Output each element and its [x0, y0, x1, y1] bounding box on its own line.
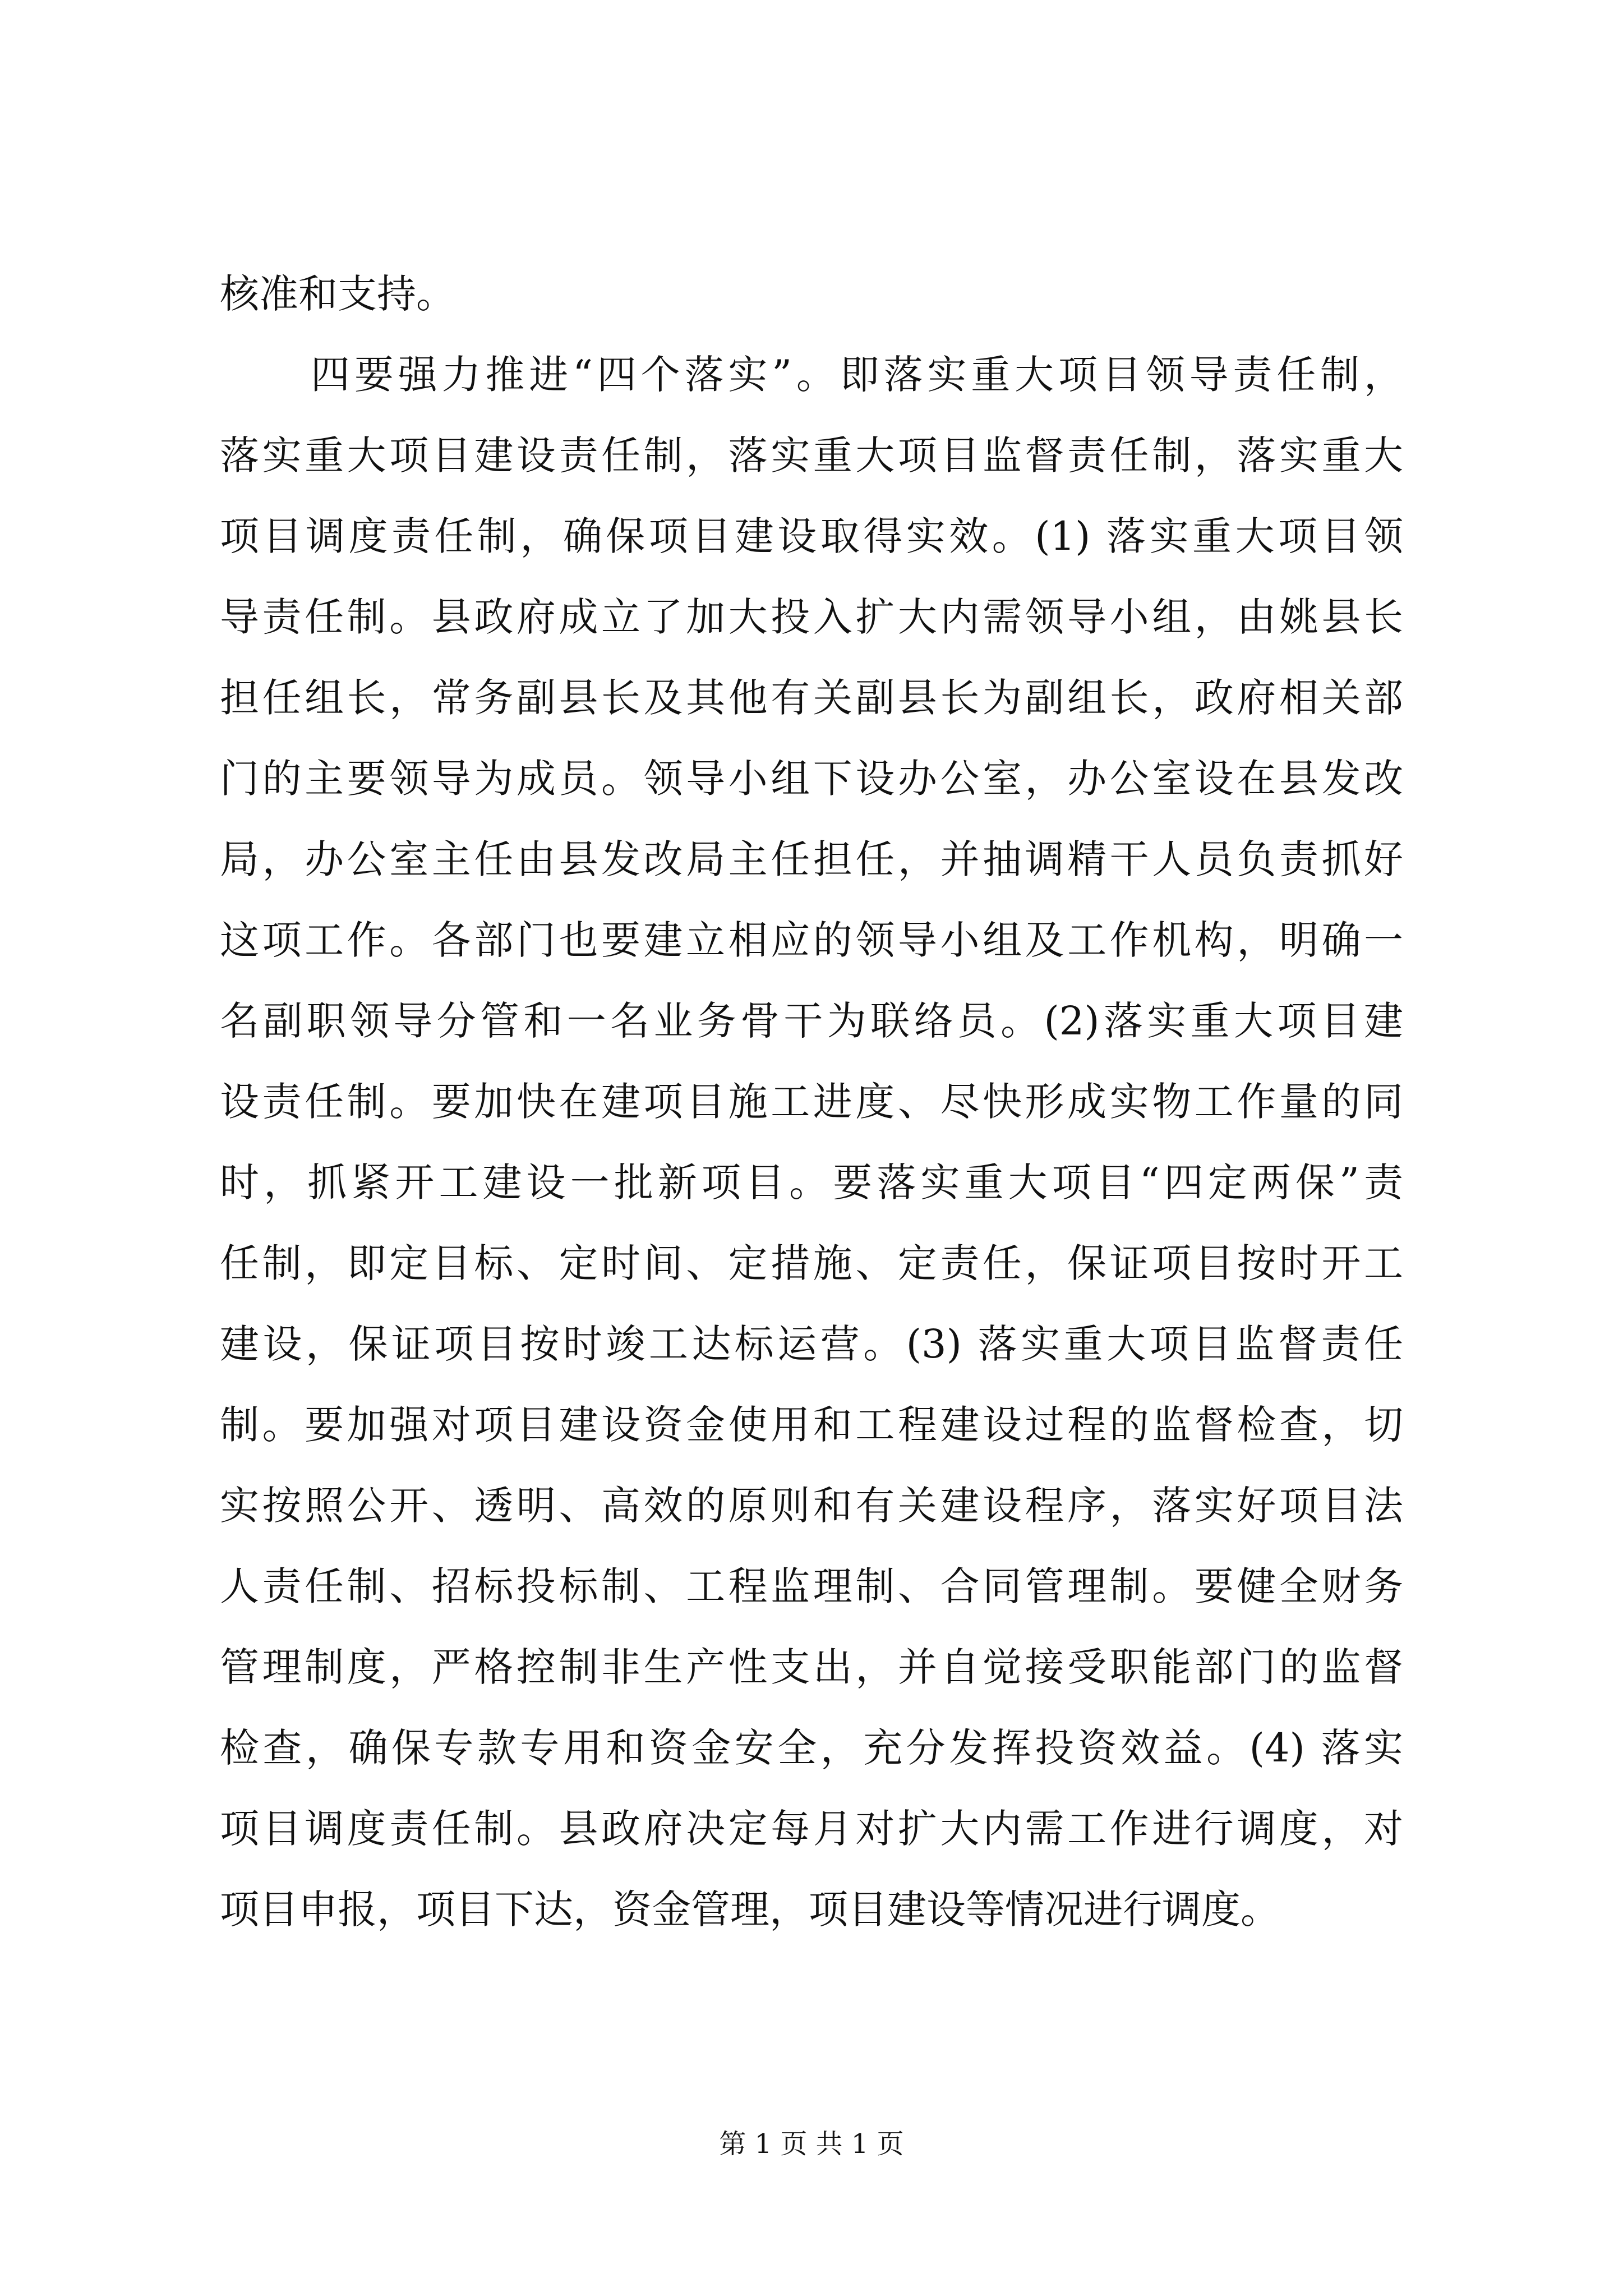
paragraph-line: 局，办公室主任由县发改局主任担任，并抽调精干人员负责抓好	[220, 836, 1403, 882]
paragraph-line: 担任组长，常务副县长及其他有关副县长为副组长，政府相关部	[220, 675, 1403, 721]
paragraph-line: 制。要加强对项目建设资金使用和工程建设过程的监督检查，切	[220, 1402, 1403, 1448]
paragraph-line: 建设，保证项目按时竣工达标运营。(3) 落实重大项目监督责任	[220, 1321, 1403, 1367]
paragraph-line: 项目调度责任制。县政府决定每月对扩大内需工作进行调度，对	[220, 1806, 1403, 1852]
paragraph-line: 导责任制。县政府成立了加大投入扩大内需领导小组，由姚县长	[220, 594, 1403, 640]
paragraph-line: 任制，即定目标、定时间、定措施、定责任，保证项目按时开工	[220, 1240, 1403, 1286]
paragraph-line: 设责任制。要加快在建项目施工进度、尽快形成实物工作量的同	[220, 1079, 1403, 1125]
paragraph-line: 这项工作。各部门也要建立相应的领导小组及工作机构，明确一	[220, 917, 1403, 963]
paragraph-line: 实按照公开、透明、高效的原则和有关建设程序，落实好项目法	[220, 1483, 1403, 1529]
paragraph-line: 四要强力推进“四个落实”。即落实重大项目领导责任制，	[311, 352, 1403, 398]
paragraph-line: 检查，确保专款专用和资金安全，充分发挥投资效益。(4) 落实	[220, 1725, 1403, 1771]
body-text	[220, 254, 1403, 1950]
paragraph-line: 项目申报，项目下达，资金管理，项目建设等情况进行调度。	[220, 1887, 1280, 1932]
paragraph-line: 门的主要领导为成员。领导小组下设办公室，办公室设在县发改	[220, 756, 1403, 802]
paragraph-line: 核准和支持。	[220, 271, 455, 317]
paragraph-line: 管理制度，严格控制非生产性支出，并自觉接受职能部门的监督	[220, 1644, 1403, 1690]
page-footer: 第 1 页 共 1 页	[719, 2128, 904, 2160]
paragraph-line: 人责任制、招标投标制、工程监理制、合同管理制。要健全财务	[220, 1563, 1403, 1609]
paragraph-line: 名副职领导分管和一名业务骨干为联络员。(2)落实重大项目建	[220, 998, 1403, 1044]
paragraph-line: 项目调度责任制，确保项目建设取得实效。(1) 落实重大项目领	[220, 513, 1403, 559]
paragraph-line: 时，抓紧开工建设一批新项目。要落实重大项目“四定两保”责	[220, 1159, 1403, 1205]
paragraph-line: 落实重大项目建设责任制，落实重大项目监督责任制，落实重大	[220, 432, 1403, 478]
